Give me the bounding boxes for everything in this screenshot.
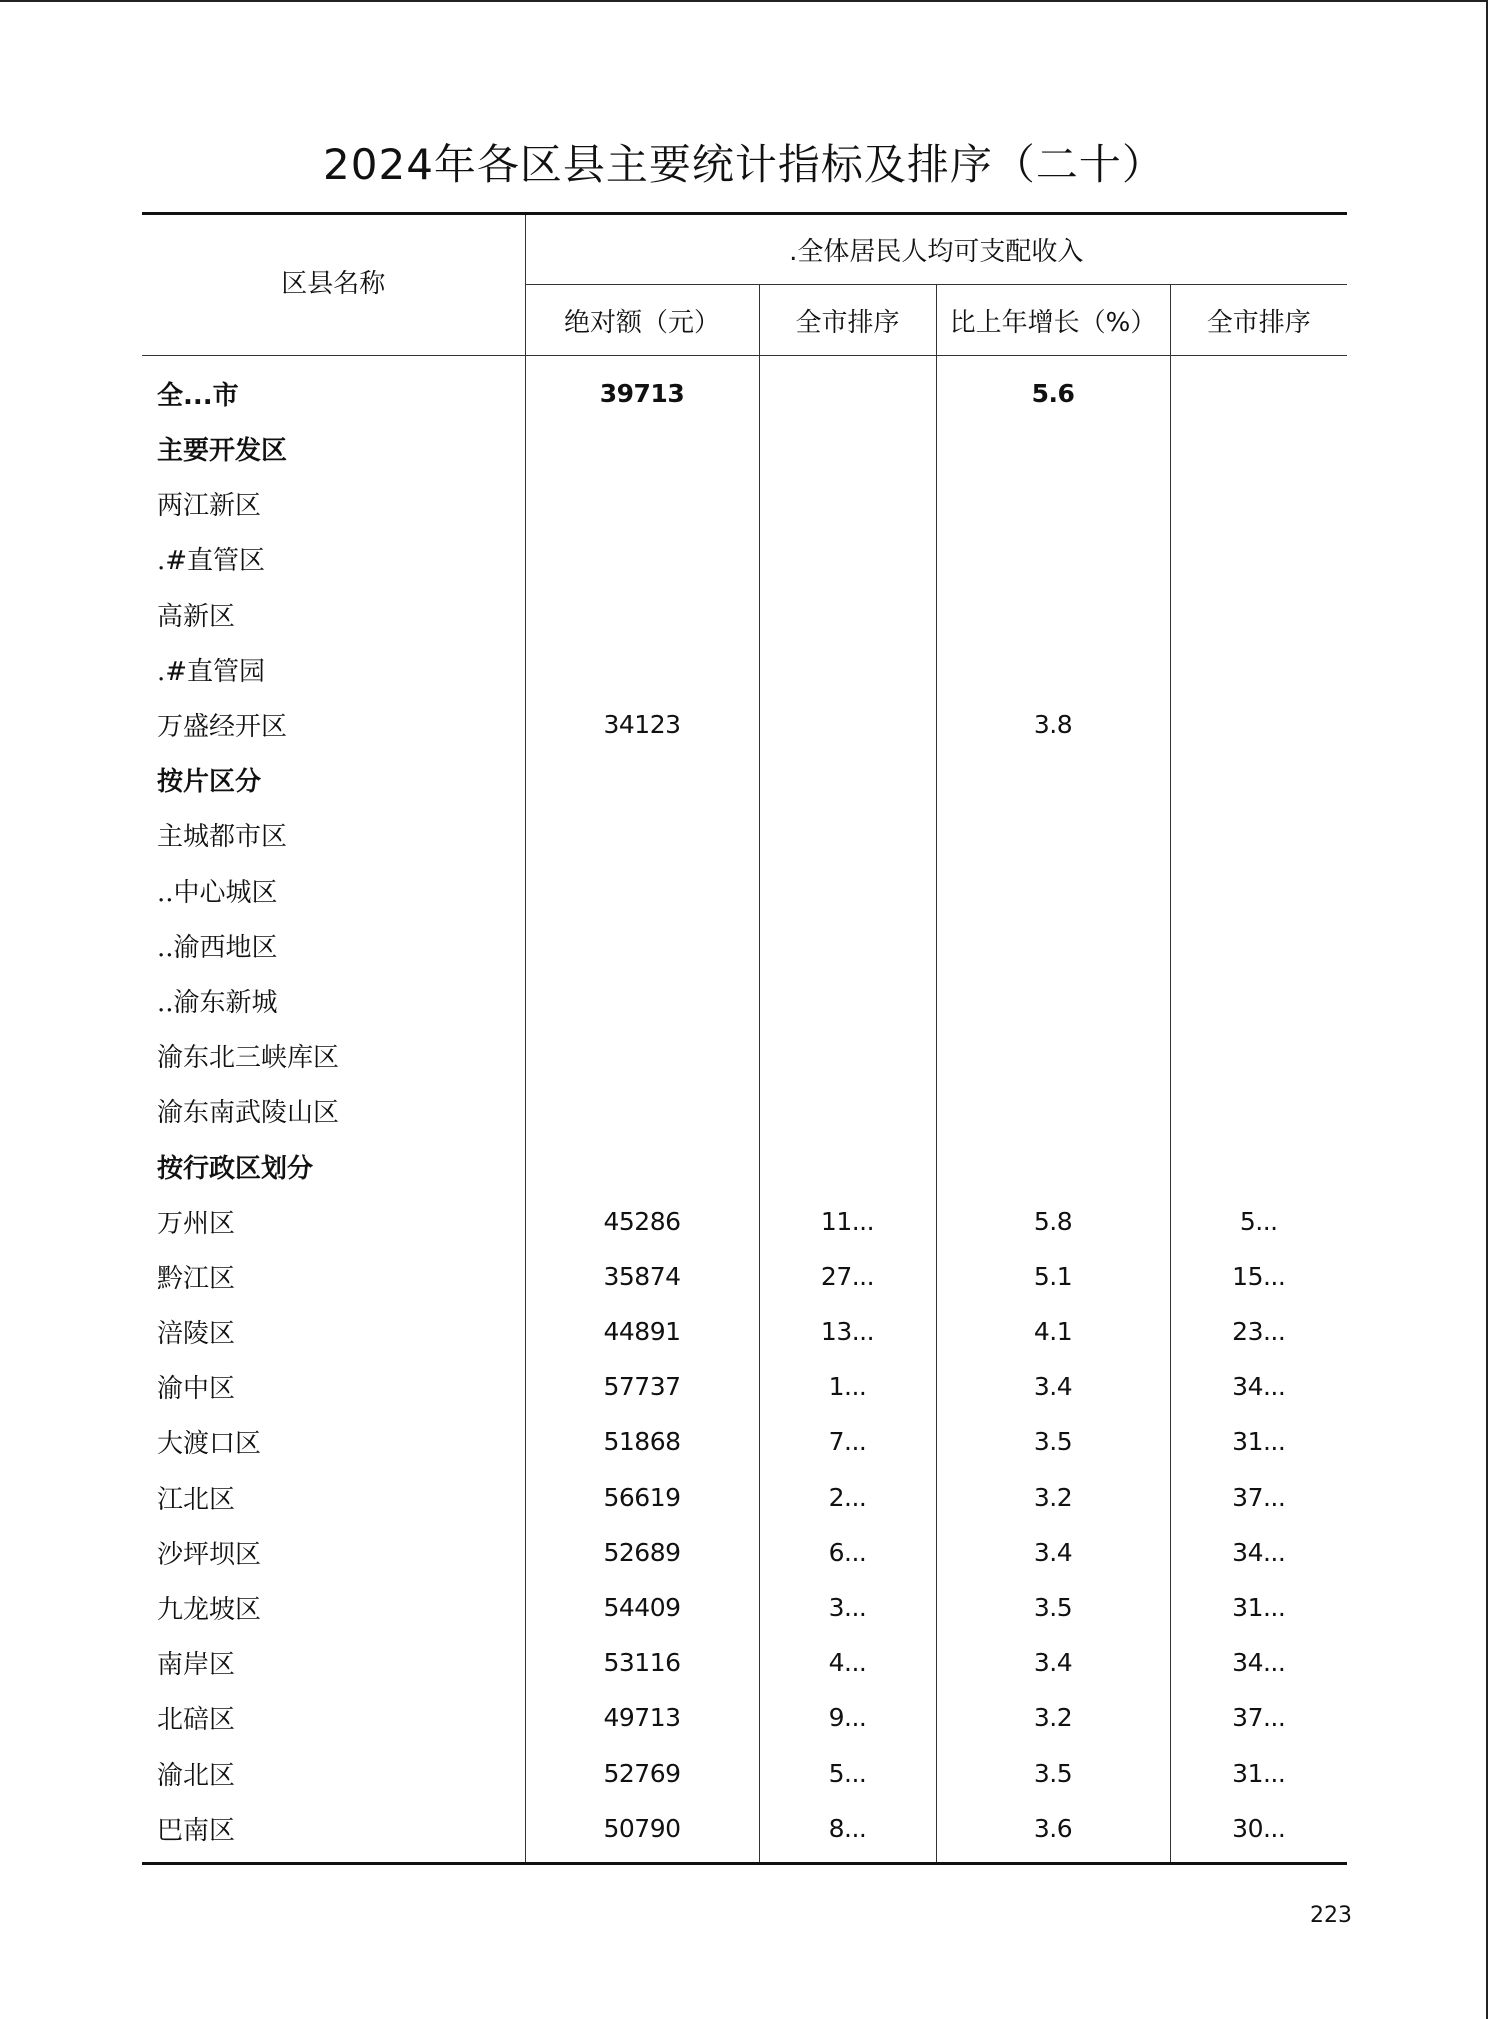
table-row [142, 807, 1347, 862]
absolute-amount-cell: 35874 [525, 1249, 759, 1304]
district-name-cell: ..中心城区 [142, 863, 525, 918]
absolute-amount-cell [525, 421, 759, 476]
rank-amount-cell [759, 1138, 936, 1193]
rank-growth-cell [1170, 918, 1347, 973]
growth-rate-cell: 3.4 [936, 1635, 1170, 1690]
district-name-cell: 大渡口区 [142, 1414, 525, 1469]
rank-growth-cell: 31... [1232, 1758, 1286, 1788]
district-name-cell: 全...市 [142, 356, 525, 422]
growth-rate-cell: 3.5 [936, 1746, 1170, 1801]
growth-rate-cell [936, 421, 1170, 476]
header-rank-amount: 全市排序 [759, 285, 936, 356]
table-row [142, 1083, 1347, 1138]
growth-rate-cell [936, 863, 1170, 918]
absolute-amount-cell: 51868 [525, 1414, 759, 1469]
district-name-cell: 沙坪坝区 [142, 1525, 525, 1580]
rank-growth-cell: 37... [1232, 1703, 1286, 1733]
rank-growth-cell [1170, 752, 1347, 807]
rank-growth-cell: 31... [1232, 1427, 1286, 1457]
rank-amount-cell: 27... [759, 1249, 936, 1304]
table-body [142, 356, 1347, 1864]
growth-rate-cell: 3.5 [936, 1414, 1170, 1469]
rank-amount-cell [759, 973, 936, 1028]
rank-growth-cell [1170, 697, 1347, 752]
rank-amount-cell [759, 421, 936, 476]
district-name-cell: 涪陵区 [142, 1304, 525, 1359]
rank-amount-cell: 6... [759, 1525, 936, 1580]
growth-rate-cell: 5.1 [936, 1249, 1170, 1304]
rank-amount-cell [759, 807, 936, 862]
absolute-amount-cell [525, 973, 759, 1028]
table-row [142, 1359, 1347, 1414]
district-name-cell: 高新区 [142, 587, 525, 642]
rank-growth-cell: 34... [1232, 1372, 1286, 1402]
growth-rate-cell: 3.4 [936, 1359, 1170, 1414]
growth-rate-cell [936, 531, 1170, 586]
absolute-amount-cell: 56619 [525, 1470, 759, 1525]
rank-growth-cell [1170, 476, 1347, 531]
table-row [142, 587, 1347, 642]
table-row [142, 752, 1347, 807]
absolute-amount-cell [525, 1083, 759, 1138]
rank-amount-cell: 2... [759, 1470, 936, 1525]
page-number: 223 [1310, 1903, 1352, 1928]
table-row [142, 973, 1347, 1028]
absolute-amount-cell: 54409 [525, 1580, 759, 1635]
absolute-amount-cell: 53116 [525, 1635, 759, 1690]
table-row [142, 1249, 1347, 1304]
absolute-amount-cell [525, 752, 759, 807]
rank-growth-cell [1170, 1083, 1347, 1138]
rank-growth-cell: 34... [1232, 1648, 1286, 1678]
table-row [142, 1414, 1347, 1469]
rank-amount-cell [759, 642, 936, 697]
district-name-cell: 江北区 [142, 1470, 525, 1525]
rank-amount-cell: 4... [759, 1635, 936, 1690]
table-row [142, 1470, 1347, 1525]
header-growth-rate: 比上年增长（%） [936, 285, 1170, 356]
growth-rate-cell: 5.8 [936, 1194, 1170, 1249]
table-row [142, 1028, 1347, 1083]
growth-rate-cell [936, 642, 1170, 697]
growth-rate-cell: 3.8 [936, 697, 1170, 752]
growth-rate-cell: 3.2 [936, 1690, 1170, 1745]
rank-growth-cell [1170, 973, 1347, 1028]
rank-amount-cell: 13... [759, 1304, 936, 1359]
table-row [142, 642, 1347, 697]
absolute-amount-cell [525, 531, 759, 586]
header-district-name: 区县名称 [142, 214, 525, 356]
absolute-amount-cell [525, 476, 759, 531]
district-name-cell: 南岸区 [142, 1635, 525, 1690]
rank-amount-cell [759, 1083, 936, 1138]
absolute-amount-cell [525, 642, 759, 697]
growth-rate-cell [936, 918, 1170, 973]
growth-rate-cell [936, 476, 1170, 531]
rank-growth-cell [1170, 1028, 1347, 1083]
table-row [142, 1194, 1347, 1249]
district-name-cell: 北碚区 [142, 1690, 525, 1745]
absolute-amount-cell [525, 863, 759, 918]
growth-rate-cell [936, 1138, 1170, 1193]
table-row [142, 1580, 1347, 1635]
rank-growth-cell [1170, 421, 1347, 476]
rank-amount-cell [759, 697, 936, 752]
rank-growth-cell: 34... [1232, 1537, 1286, 1567]
growth-rate-cell: 5.6 [936, 356, 1170, 422]
rank-amount-cell: 5... [759, 1746, 936, 1801]
absolute-amount-cell [525, 1138, 759, 1193]
rank-amount-cell [759, 531, 936, 586]
rank-amount-cell: 1... [759, 1359, 936, 1414]
growth-rate-cell: 3.2 [936, 1470, 1170, 1525]
table-row [142, 1746, 1347, 1801]
rank-growth-cell: 23... [1232, 1317, 1286, 1347]
absolute-amount-cell: 34123 [525, 697, 759, 752]
growth-rate-cell [936, 1083, 1170, 1138]
growth-rate-cell: 3.4 [936, 1525, 1170, 1580]
absolute-amount-cell: 39713 [525, 356, 759, 422]
rank-growth-cell: 31... [1232, 1593, 1286, 1623]
rank-growth-cell: 5... [1239, 1206, 1278, 1236]
header-rank-growth: 全市排序 [1170, 285, 1347, 356]
table-row [142, 1525, 1347, 1580]
absolute-amount-cell: 57737 [525, 1359, 759, 1414]
table-row [142, 918, 1347, 973]
growth-rate-cell: 4.1 [936, 1304, 1170, 1359]
rank-amount-cell [759, 918, 936, 973]
district-name-cell: .#直管区 [142, 531, 525, 586]
table-row [142, 1304, 1347, 1359]
absolute-amount-cell: 50790 [525, 1801, 759, 1864]
table-row [142, 421, 1347, 476]
rank-amount-cell [759, 356, 936, 422]
growth-rate-cell [936, 1028, 1170, 1083]
rank-amount-cell: 7... [759, 1414, 936, 1469]
header-income-group: .全体居民人均可支配收入 [525, 214, 1347, 285]
table-row [142, 1690, 1347, 1745]
district-name-cell: 巴南区 [142, 1801, 525, 1864]
table-row [142, 1138, 1347, 1193]
table-row [142, 356, 1347, 422]
district-name-cell: 两江新区 [142, 476, 525, 531]
growth-rate-cell [936, 807, 1170, 862]
header-absolute-amount: 绝对额（元） [525, 285, 759, 356]
district-name-cell: 渝北区 [142, 1746, 525, 1801]
district-name-cell: 万盛经开区 [142, 697, 525, 752]
rank-growth-cell [1170, 807, 1347, 862]
table-header [142, 214, 1347, 356]
absolute-amount-cell: 49713 [525, 1690, 759, 1745]
district-name-cell: 万州区 [142, 1194, 525, 1249]
rank-growth-cell [1170, 531, 1347, 586]
district-name-cell: 渝东南武陵山区 [142, 1083, 525, 1138]
rank-amount-cell: 11... [759, 1194, 936, 1249]
district-name-cell: 按行政区划分 [142, 1138, 525, 1193]
table-row [142, 531, 1347, 586]
growth-rate-cell [936, 973, 1170, 1028]
rank-growth-cell [1170, 1138, 1347, 1193]
rank-growth-cell [1170, 587, 1347, 642]
rank-growth-cell: 15... [1232, 1261, 1286, 1291]
rank-growth-cell [1170, 863, 1347, 918]
growth-rate-cell: 3.6 [936, 1801, 1170, 1864]
growth-rate-cell [936, 587, 1170, 642]
district-name-cell: 渝东北三峡库区 [142, 1028, 525, 1083]
growth-rate-cell: 3.5 [936, 1580, 1170, 1635]
absolute-amount-cell [525, 587, 759, 642]
absolute-amount-cell [525, 1028, 759, 1083]
rank-growth-cell: 30... [1170, 1801, 1347, 1864]
table-row [142, 1801, 1347, 1864]
rank-amount-cell [759, 476, 936, 531]
table-row [142, 697, 1347, 752]
rank-amount-cell [759, 587, 936, 642]
absolute-amount-cell: 52769 [525, 1746, 759, 1801]
rank-amount-cell: 9... [759, 1690, 936, 1745]
table-row [142, 863, 1347, 918]
district-name-cell: 九龙坡区 [142, 1580, 525, 1635]
district-name-cell: 渝中区 [142, 1359, 525, 1414]
rank-amount-cell [759, 863, 936, 918]
absolute-amount-cell [525, 807, 759, 862]
rank-amount-cell [759, 752, 936, 807]
page-title: 2024年各区县主要统计指标及排序（二十） [323, 140, 1165, 189]
rank-growth-cell: 37... [1232, 1482, 1286, 1512]
growth-rate-cell [936, 752, 1170, 807]
absolute-amount-cell: 45286 [525, 1194, 759, 1249]
district-name-cell: .#直管园 [142, 642, 525, 697]
rank-growth-cell [1170, 642, 1347, 697]
rank-amount-cell [759, 1028, 936, 1083]
district-name-cell: 黔江区 [142, 1249, 525, 1304]
district-name-cell: ..渝西地区 [142, 918, 525, 973]
district-name-cell: 按片区分 [142, 752, 525, 807]
statistics-table [142, 212, 1347, 1865]
district-name-cell: 主城都市区 [142, 807, 525, 862]
absolute-amount-cell [525, 918, 759, 973]
rank-growth-cell [1170, 356, 1347, 422]
table-row [142, 476, 1347, 531]
district-name-cell: ..渝东新城 [142, 973, 525, 1028]
rank-amount-cell: 3... [759, 1580, 936, 1635]
rank-amount-cell: 8... [759, 1801, 936, 1864]
absolute-amount-cell: 52689 [525, 1525, 759, 1580]
absolute-amount-cell: 44891 [525, 1304, 759, 1359]
table-row [142, 1635, 1347, 1690]
district-name-cell: 主要开发区 [142, 421, 525, 476]
